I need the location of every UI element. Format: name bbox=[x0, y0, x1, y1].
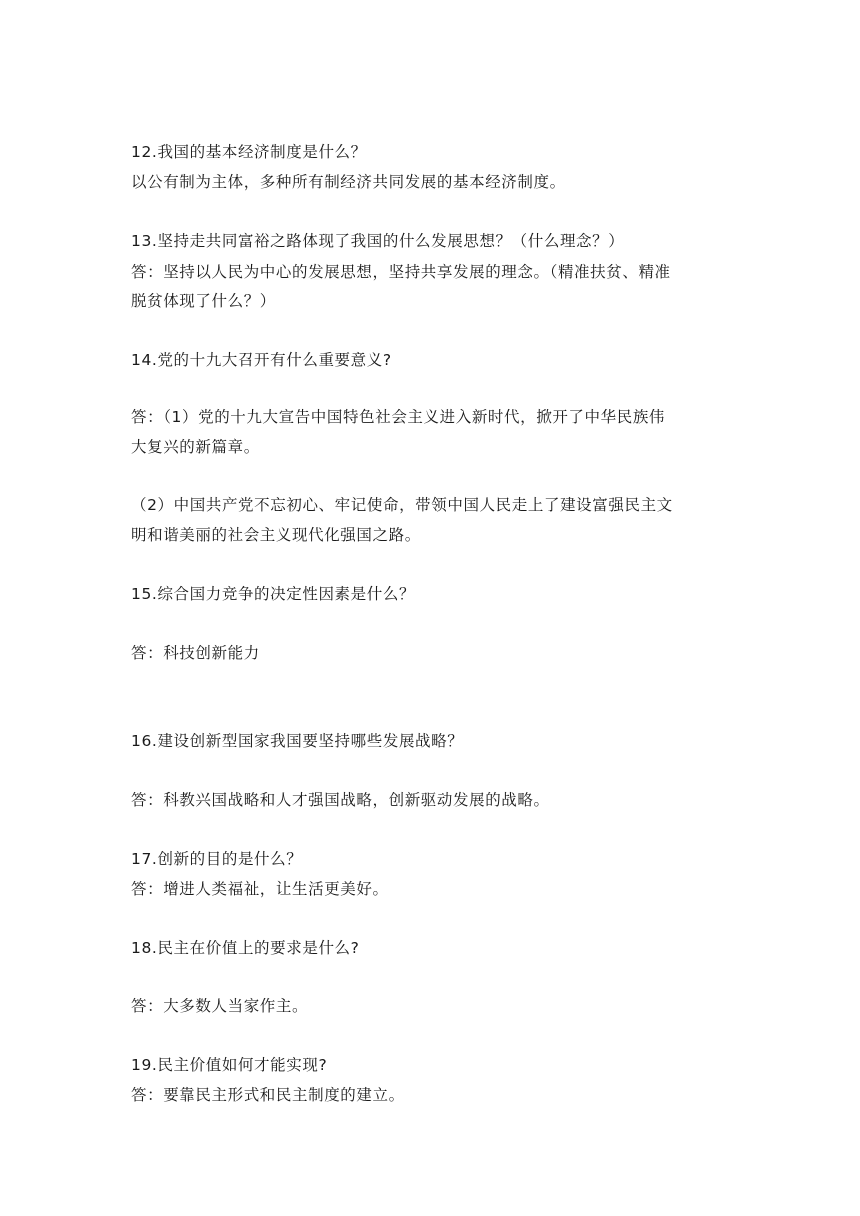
question-17: 17.创新的目的是什么？ bbox=[131, 850, 303, 868]
answer-12: 以公有制为主体，多种所有制经济共同发展的基本经济制度。 bbox=[131, 173, 566, 191]
question-15: 15.综合国力竞争的决定性因素是什么？ bbox=[131, 585, 416, 603]
question-12: 12.我国的基本经济制度是什么？ bbox=[131, 143, 367, 161]
answer-13-line-1: 答：坚持以人民为中心的发展思想，坚持共享发展的理念。（精准扶贫、精准 bbox=[131, 263, 671, 281]
answer-15: 答：科技创新能力 bbox=[131, 644, 260, 662]
answer-14-part-2-line-2: 明和谐美丽的社会主义现代化强国之路。 bbox=[131, 526, 421, 544]
answer-13-line-2: 脱贫体现了什么？） bbox=[131, 292, 276, 310]
question-19: 19.民主价值如何才能实现? bbox=[131, 1056, 328, 1074]
answer-16: 答：科教兴国战略和人才强国战略，创新驱动发展的战略。 bbox=[131, 791, 550, 809]
answer-14-part-2-line-1: （2）中国共产党不忘初心、牢记使命，带领中国人民走上了建设富强民主文 bbox=[131, 496, 673, 514]
answer-14-part-1-line-1: 答：（1）党的十九大宣告中国特色社会主义进入新时代，掀开了中华民族伟 bbox=[131, 408, 666, 426]
question-14: 14.党的十九大召开有什么重要意义? bbox=[131, 351, 392, 369]
answer-19: 答：要靠民主形式和民主制度的建立。 bbox=[131, 1086, 405, 1104]
question-16: 16.建设创新型国家我国要坚持哪些发展战略？ bbox=[131, 732, 464, 750]
answer-14-part-1-line-2: 大复兴的新篇章。 bbox=[131, 438, 260, 456]
question-13: 13.坚持走共同富裕之路体现了我国的什么发展思想？（什么理念？） bbox=[131, 232, 625, 250]
question-18: 18.民主在价值上的要求是什么? bbox=[131, 939, 360, 957]
answer-18: 答：大多数人当家作主。 bbox=[131, 997, 309, 1015]
answer-17: 答：增进人类福祉，让生活更美好。 bbox=[131, 880, 389, 898]
